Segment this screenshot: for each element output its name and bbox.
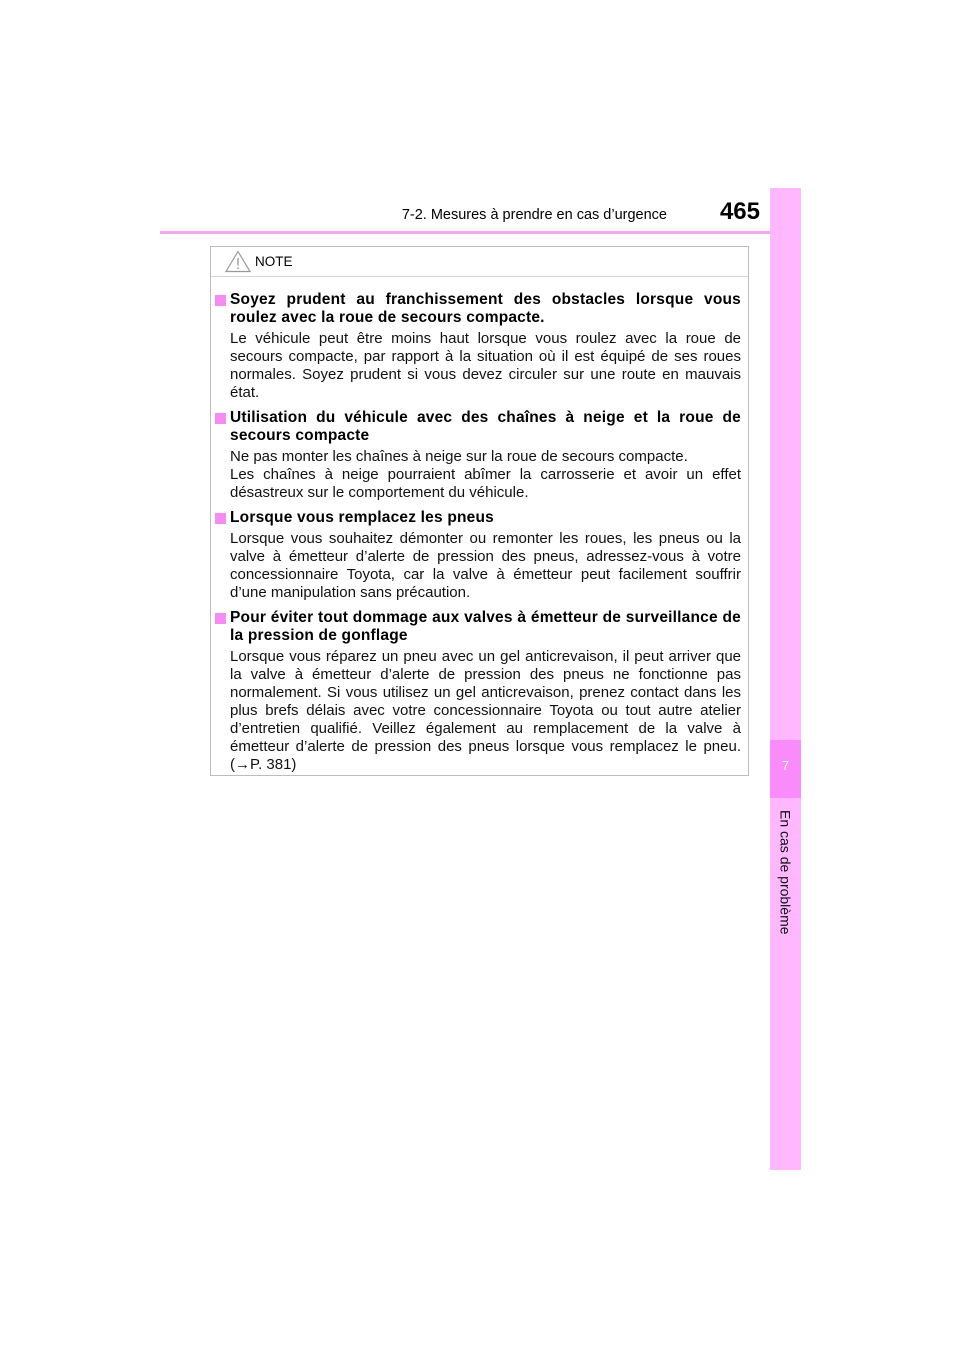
note-box [210, 246, 749, 776]
chapter-number: 7 [781, 758, 790, 773]
note-paragraph: Lorsque vous souhaitez démonter ou remonter les roues, les pneus ou la valve à émetteur d’alerte de pression des pneus, adressez-vous à votre concessionnaire Toyota, car la valve à émetteur peut facilement souffrir d’une manipulation sans précaution. [230, 530, 741, 601]
note-item-body [215, 448, 741, 502]
note-paragraph: Le véhicule peut être moins haut lorsque vous roulez avec la roue de secours compacte, par rapport à la situation où il est équipé de ses roues normales. Soyez prudent si vous devez circuler sur une route en mauvais état. [230, 330, 741, 401]
note-item-body [215, 648, 741, 774]
square-bullet-icon [215, 513, 226, 524]
note-header [211, 247, 748, 277]
chapter-side-tab [770, 188, 801, 1170]
note-item-title: Soyez prudent au franchissement des obstacles lorsque vous roulez avec la roue de secours compacte. [215, 291, 741, 327]
note-item-title: Pour éviter tout dommage aux valves à émetteur de surveillance de la pression de gonflage [215, 609, 741, 645]
note-item [215, 509, 741, 602]
header-rule [160, 231, 800, 234]
note-item-body [215, 330, 741, 402]
note-item-title: Utilisation du véhicule avec des chaînes à neige et la roue de secours compacte [215, 409, 741, 445]
note-item [215, 409, 741, 502]
chapter-label: En cas de problème [777, 809, 794, 935]
note-paragraph: Ne pas monter les chaînes à neige sur la roue de secours compacte. [230, 448, 688, 465]
square-bullet-icon [215, 613, 226, 624]
note-item [215, 291, 741, 402]
note-item-body [215, 530, 741, 602]
page-number: 465 [719, 198, 760, 225]
note-paragraph: Lorsque vous réparez un pneu avec un gel anticrevaison, il peut arriver que la valve à émetteur d’alerte de pression des pneus ne fonctionne pas normalement. Si vous utilisez un gel anticrevaison, prenez contact dans les plus brefs délais avec votre concessionnaire Toyota ou tout autre atelier d’entretien qualifié. Veillez également au remplacement de la valve à émetteur d’alerte de pression des pneus lorsque vous remplacez le pneu. (→P. 381) [230, 648, 741, 773]
section-title: 7-2. Mesures à prendre en cas d’urgence [401, 207, 667, 223]
note-title: NOTE [255, 254, 293, 269]
chapter-label-wrap [770, 808, 801, 936]
note-items [211, 277, 748, 774]
note-paragraph: Les chaînes à neige pourraient abîmer la carrosserie et avoir un effet désastreux sur le comportement du véhicule. [230, 466, 741, 501]
note-item-title: Lorsque vous remplacez les pneus [215, 509, 741, 527]
warning-triangle-icon [225, 250, 251, 273]
note-item [215, 609, 741, 774]
square-bullet-icon [215, 413, 226, 424]
square-bullet-icon [215, 295, 226, 306]
